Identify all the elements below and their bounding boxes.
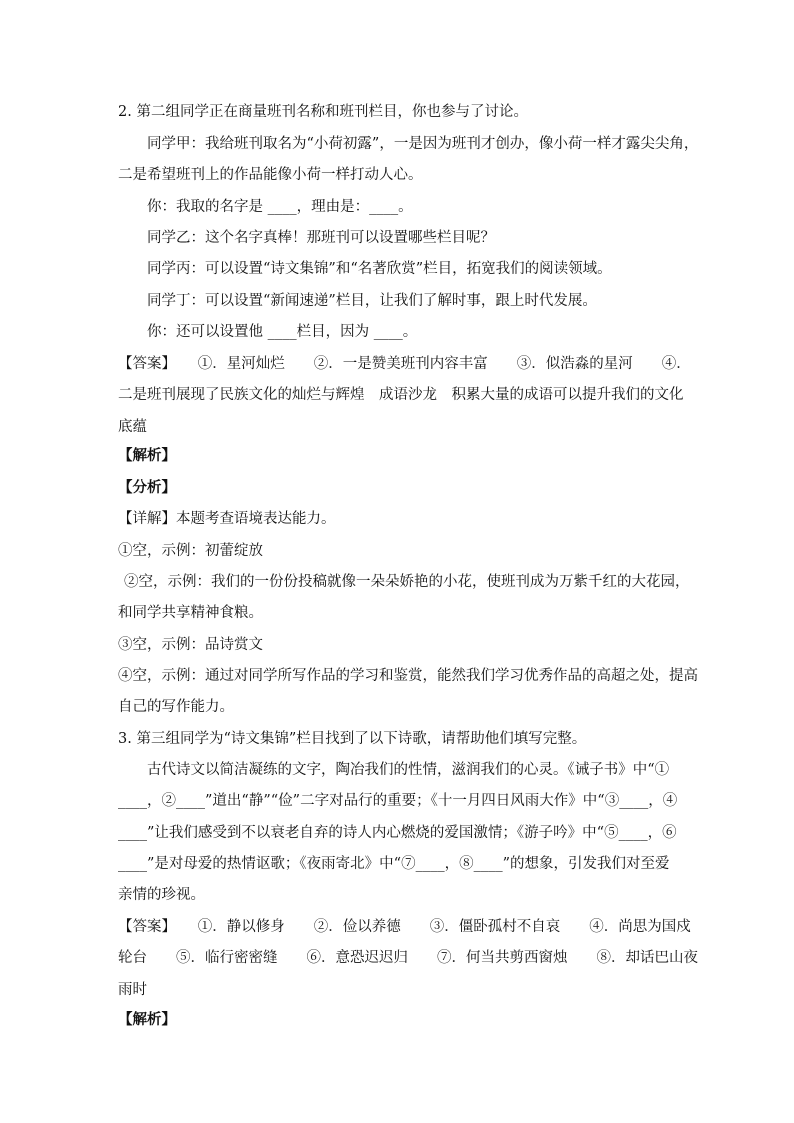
question-2-title: 2. 第二组同学正在商量班刊名称和班刊栏目，你也参与了讨论。 [118, 104, 528, 120]
detail-line: ②空，示例：我们的一份份投稿就像一朵朵娇艳的小花，使班刊成为万紫千红的大花园， [124, 574, 690, 590]
dialogue-line: 同学丙：可以设置“诗文集锦”和“名著欣赏”栏目，拓宽我们的阅读领域。 [147, 261, 612, 277]
answer-line: 【答案】 ①．静以修身 ②．俭以养德 ③．僵卧孤村不自哀 ④．尚思为国戍 [118, 919, 691, 935]
detail-line: 和同学共享精神食粮。 [118, 605, 263, 621]
question-3-title: 3. 第三组同学为“诗文集锦”栏目找到了以下诗歌，请帮助他们填写完整。 [118, 731, 587, 747]
answer-line: 雨时 [118, 982, 147, 998]
dialogue-line: 二是希望班刊上的作品能像小荷一样打动人心。 [118, 167, 423, 183]
answer-line: 轮台 ⑤．临行密密缝 ⑥．意恐迟迟归 ⑦．何当共剪西窗烛 ⑧．却话巴山夜 [118, 950, 698, 966]
detail-line: 【详解】本题考查语境表达能力。 [118, 511, 336, 527]
dialogue-line: 你：我取的名字是 ____，理由是：____。 [147, 199, 413, 215]
question-3-text: 亲情的珍视。 [118, 887, 205, 903]
dialogue-line: 你：还可以设置他 ____栏目，因为 ____。 [147, 324, 418, 340]
answer-line: 二是班刊展现了民族文化的灿烂与辉煌 成语沙龙 积累大量的成语可以提升我们的文化 [118, 387, 684, 403]
answer-line: 【答案】 ①．星河灿烂 ②．一是赞美班刊内容丰富 ③．似浩淼的星河 ④． [118, 356, 691, 372]
dialogue-line: 同学甲：我给班刊取名为“小荷初露”，一是因为班刊才创办，像小荷一样才露尖尖角， [147, 136, 699, 152]
analysis-heading: 【解析】 [118, 1011, 176, 1028]
detail-line: 自己的写作能力。 [118, 699, 234, 715]
analysis-heading: 【解析】 [118, 447, 176, 464]
question-3-text: ____”是对母爱的热情讴歌；《夜雨寄北》中“⑦____，⑧____”的想象，引发我们对至爱 [118, 856, 670, 872]
analysis-heading: 【分析】 [118, 479, 176, 496]
question-3-text: ____，②____”道出“静”“俭”二字对品行的重要；《十一月四日风雨大作》中“③____，④ [118, 793, 678, 809]
question-3-text: 古代诗文以简洁凝练的文字，陶冶我们的性情，滋润我们的心灵。《诫子书》中“① [147, 762, 670, 778]
detail-line: ④空，示例：通过对同学所写作品的学习和鉴赏，能然我们学习优秀作品的高超之处，提高 [118, 668, 698, 684]
detail-line: ①空，示例：初蕾绽放 [118, 543, 263, 559]
detail-line: ③空，示例：品诗赏文 [118, 637, 263, 653]
dialogue-line: 同学乙：这个名字真棒！那班刊可以设置哪些栏目呢？ [147, 230, 495, 246]
dialogue-line: 同学丁：可以设置“新闻速递”栏目，让我们了解时事，跟上时代发展。 [147, 293, 597, 309]
answer-line: 底蕴 [118, 419, 147, 435]
question-3-text: ____”让我们感受到不以衰老自弃的诗人内心燃烧的爱国激情；《游子吟》中“⑤____，⑥ [118, 825, 677, 841]
